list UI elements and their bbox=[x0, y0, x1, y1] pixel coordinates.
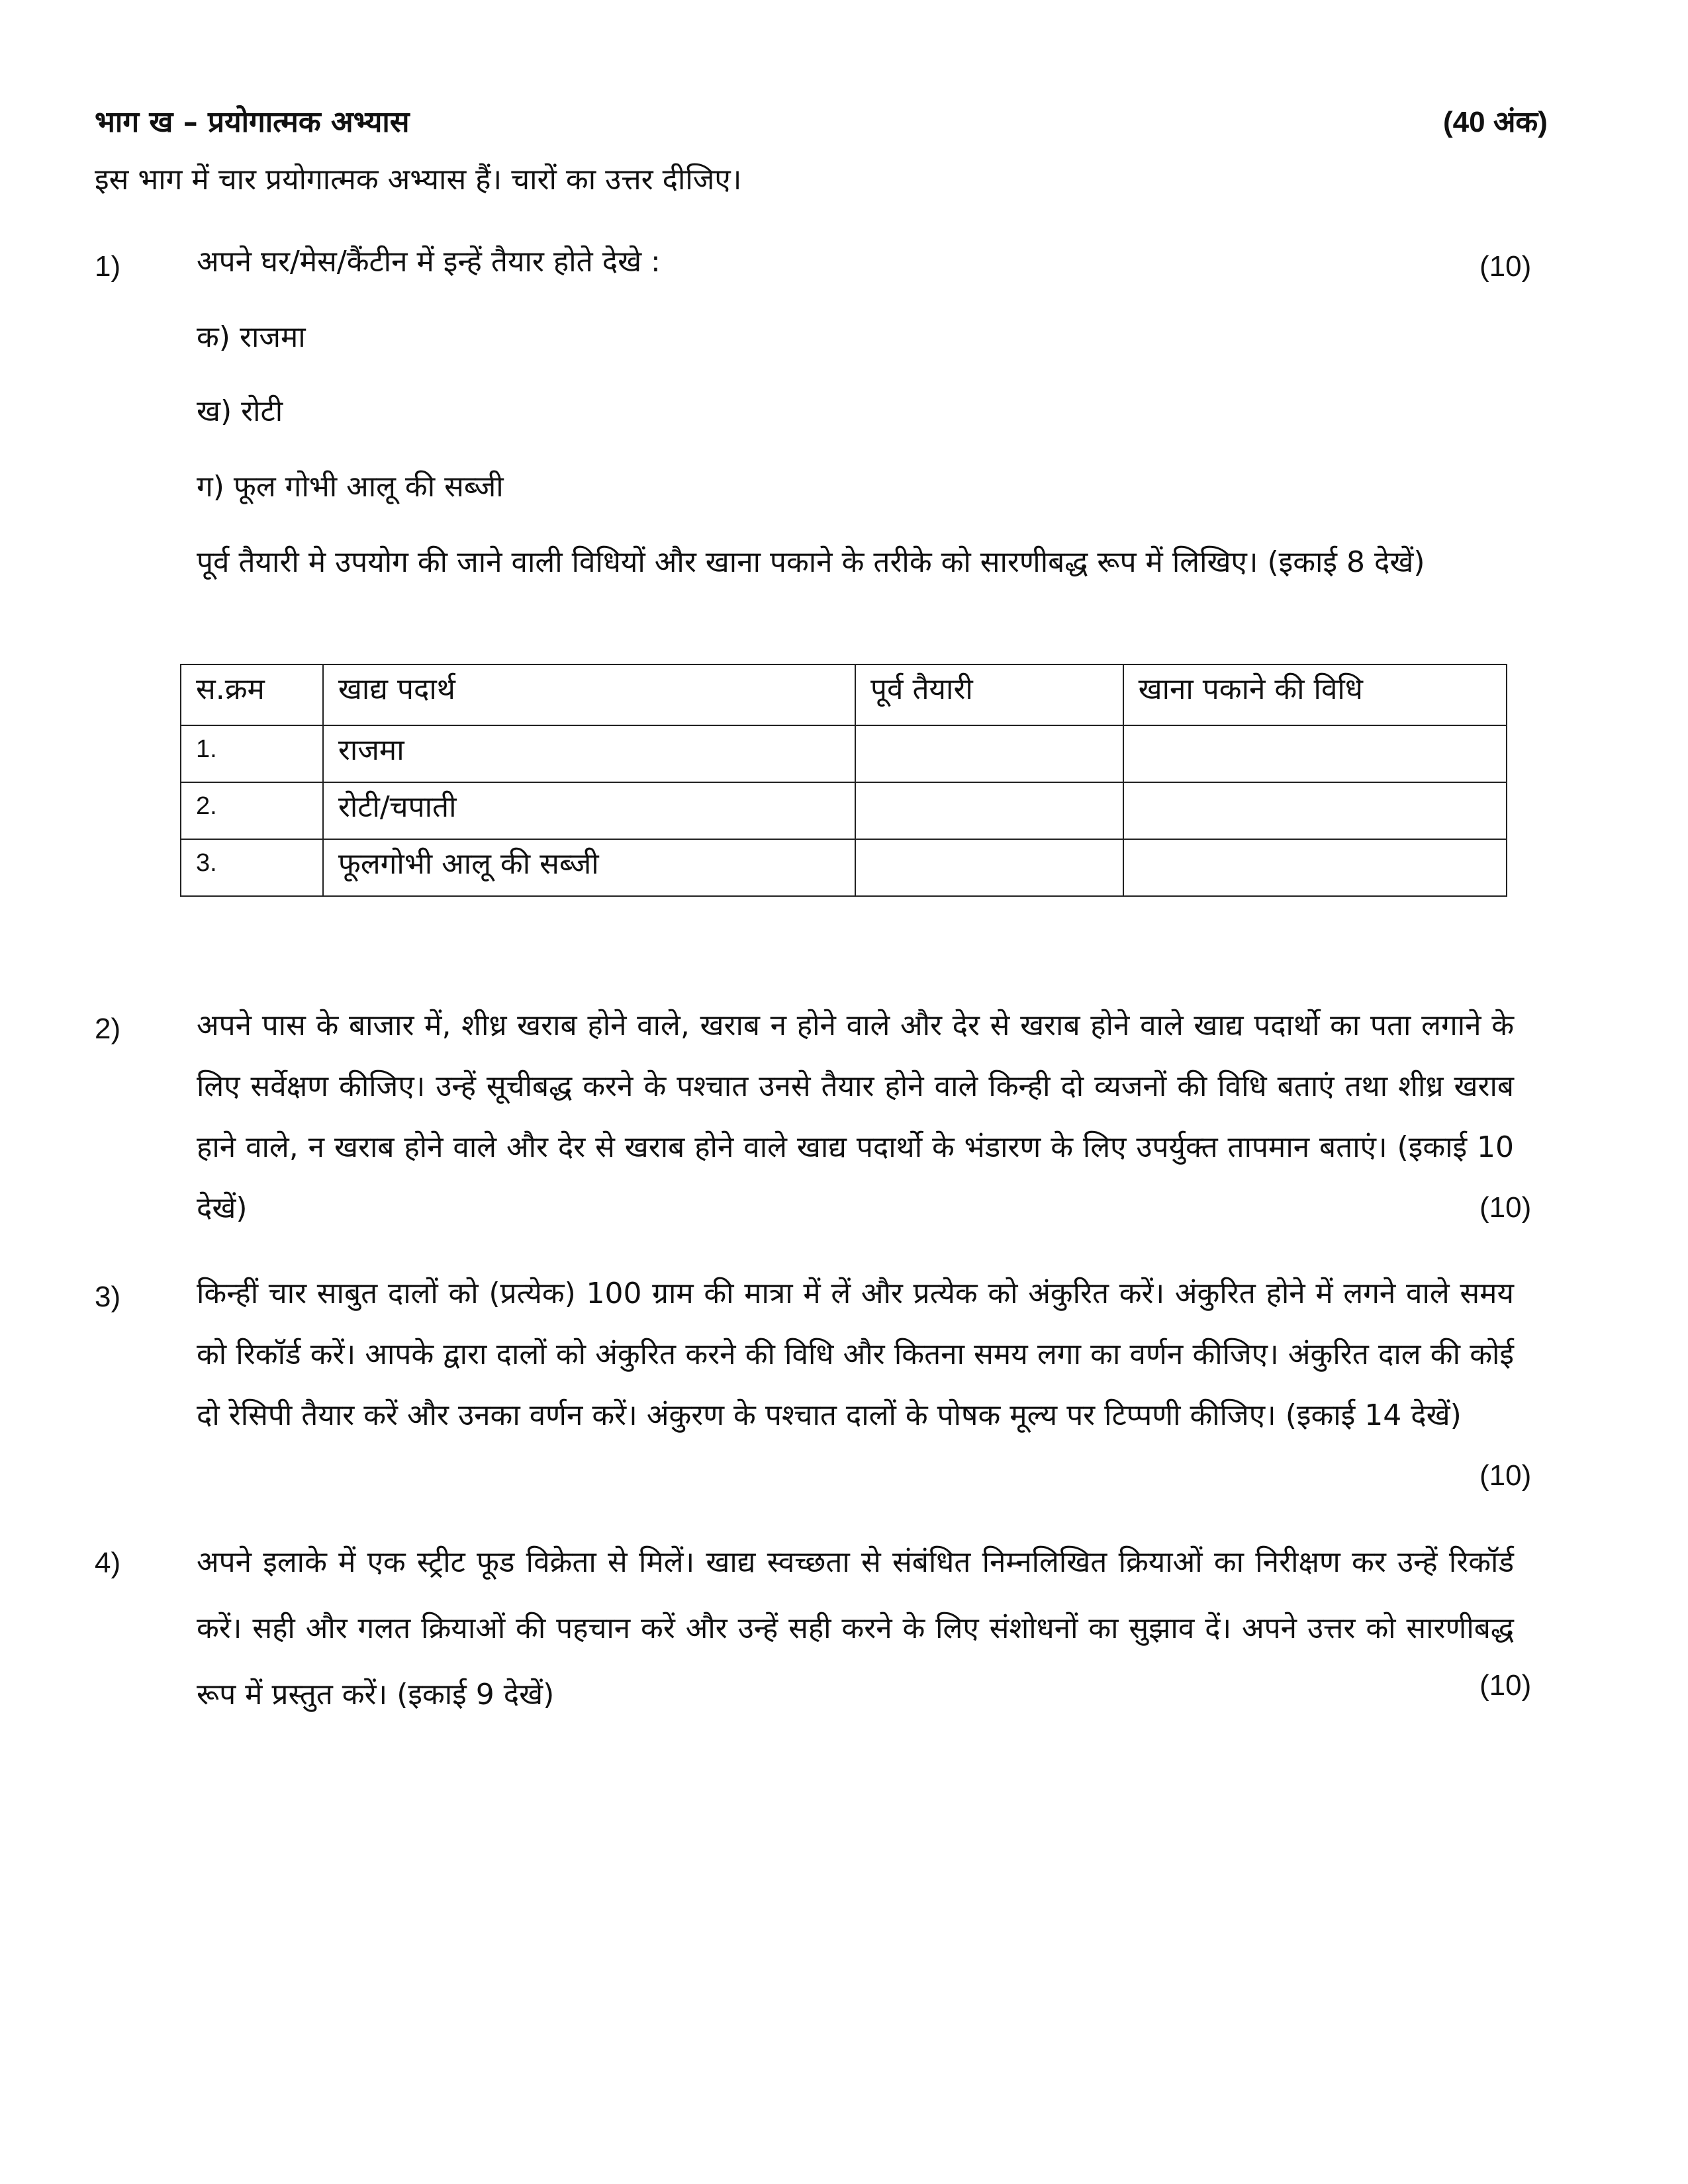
q2-text: अपने पास के बाजार में, शीध्र खराब होने वाले, खराब न होने वाले और देर से खराब होने वाले खाद्य पदार्थो का पता लगाने के लिए सर्वेक्षण कीजिए। उन्हें सूचीबद्ध करने के पश्चात उनसे तैयार होने वाले किन्ही दो व्यजनों की विधि बताएं तथा शीध्र खराब हाने वाले, न खराब होने वाले और देर से खराब होने वाले खाद्य पदार्थो के भंडारण के लिए उपर्युक्त तापमान बताएं। (इकाई 10 देखें) bbox=[197, 1009, 1514, 1225]
section-instruction: इस भाग में चार प्रयोगात्मक अभ्यास हैं। चारों का उत्तर दीजिए। bbox=[95, 163, 742, 197]
table-cell-pre-preparation bbox=[855, 839, 1123, 896]
q3-text: किन्हीं चार साबुत दालों को (प्रत्येक) 100 ग्राम की मात्रा में लें और प्रत्येक को अंकुरित करें। अंकुरित होने में लगने वाले समय को रिकॉर्ड करें। आपके द्वारा दालों को अंकुरित करने की विधि और कितना समय लगा का वर्णन कीजिए। अंकुरित दाल की कोई दो रेसिपी तैयार करें और उनका वर्णन करें। अंकुरण के पश्चात दालों के पोषक मूल्य पर टिप्पणी कीजिए। (इकाई 14 देखें) bbox=[197, 1277, 1514, 1432]
table-cell-serial: 1. bbox=[181, 725, 323, 782]
table-cell-cooking-method bbox=[1123, 725, 1507, 782]
table-row bbox=[181, 725, 1507, 782]
table-cell-cooking-method bbox=[1123, 839, 1507, 896]
section-title: भाग ख – प्रयोगात्मक अभ्यास bbox=[95, 105, 410, 139]
table-header-food-item: खाद्य पदार्थ bbox=[323, 664, 855, 725]
table-header-serial: स.क्रम bbox=[181, 664, 323, 725]
q1-number: 1) bbox=[95, 250, 121, 283]
table-row bbox=[181, 782, 1507, 839]
q1-text: अपने घर/मेस/कैंटीन में इन्हें तैयार होते देखे : bbox=[197, 245, 661, 279]
q1-item-c: ग) फूल गोभी आलू की सब्जी bbox=[197, 470, 504, 504]
table-header-cooking-method: खाना पकाने की विधि bbox=[1123, 664, 1507, 725]
q1-item-a: क) राजमा bbox=[197, 320, 306, 354]
q4-number: 4) bbox=[95, 1547, 121, 1579]
q1-marks: (10) bbox=[1479, 250, 1532, 283]
q1-item-b: ख) रोटी bbox=[197, 394, 283, 428]
table-cell-serial: 3. bbox=[181, 839, 323, 896]
q4-text: अपने इलाके में एक स्ट्रीट फूड विक्रेता से मिलें। खाद्य स्वच्छता से संबंधित निम्नलिखित क्रियाओं का निरीक्षण कर उन्हें रिकॉर्ड करें। सही और गलत क्रियाओं की पहचान करें और उन्हें सही करने के लिए संशोधनों का सुझाव दें। अपने उत्तर को सारणीबद्ध रूप में प्रस्तुत करें। (इकाई 9 देखें) bbox=[197, 1545, 1514, 1711]
table-cell-food-item: फूलगोभी आलू की सब्जी bbox=[323, 839, 855, 896]
table-cell-food-item: राजमा bbox=[323, 725, 855, 782]
table-header-row bbox=[181, 664, 1507, 725]
table-cell-pre-preparation bbox=[855, 782, 1123, 839]
table-cell-serial: 2. bbox=[181, 782, 323, 839]
table-cell-food-item: रोटी/चपाती bbox=[323, 782, 855, 839]
table-row bbox=[181, 839, 1507, 896]
preparation-table bbox=[180, 664, 1507, 897]
q2-marks: (10) bbox=[1479, 1191, 1532, 1224]
q4-marks: (10) bbox=[1479, 1669, 1532, 1702]
section-marks: (40 अंक) bbox=[1443, 106, 1548, 138]
table-cell-cooking-method bbox=[1123, 782, 1507, 839]
q3-number: 3) bbox=[95, 1281, 121, 1313]
table-cell-pre-preparation bbox=[855, 725, 1123, 782]
q1-task: पूर्व तैयारी मे उपयोग की जाने वाली विधियों और खाना पकाने के तरीके को सारणीबद्ध रूप में लिखिए। (इकाई 8 देखें) bbox=[197, 545, 1425, 579]
q3-marks: (10) bbox=[1479, 1459, 1532, 1492]
table-header-pre-preparation: पूर्व तैयारी bbox=[855, 664, 1123, 725]
q2-number: 2) bbox=[95, 1013, 121, 1045]
